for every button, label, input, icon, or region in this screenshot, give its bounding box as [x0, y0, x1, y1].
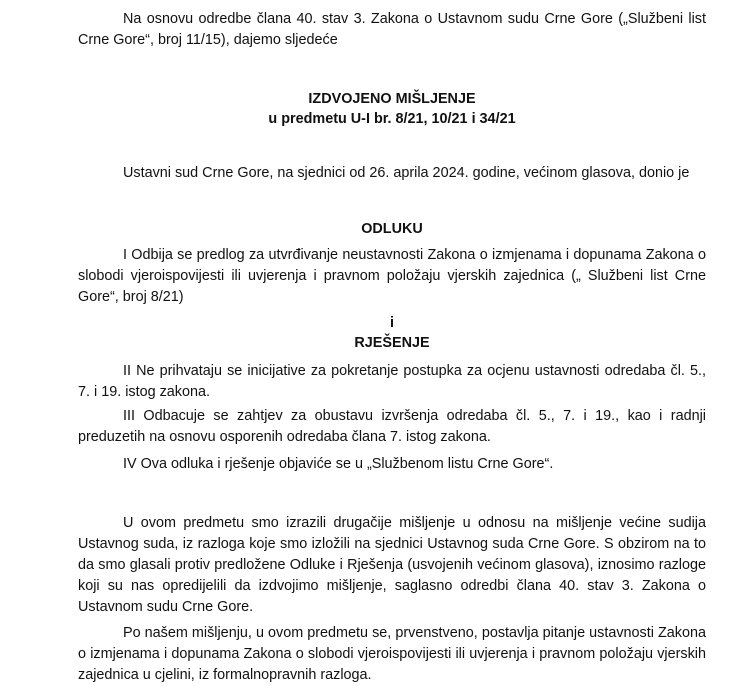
point-4-paragraph: IV Ova odluka i rješenje objaviće se u „Službenom listu Crne Gore“.: [123, 456, 554, 472]
rjesenje-heading: RJEŠENJE: [354, 335, 430, 351]
reasoning-paragraph-1: U ovom predmetu smo izrazili drugačije mišljenje u odnosu na mišljenje većine sudija Ustavnog suda, iz razloga koje smo izložili na sjednici Ustavnog suda Crne Gore. S obzirom na to da smo glasali protiv predložene Odluke i Rješenja (usvojenih većinom glasova), iznosimo razloge koji su nas opredijelili da izdvojimo mišljenje, saglasno odredbi člana 40. stav 3. Zakona o Ustavnom sudu Crne Gore.: [78, 515, 706, 615]
intro-paragraph: Na osnovu odredbe člana 40. stav 3. Zakona o Ustavnom sudu Crne Gore („Službeni list Crne Gore“, broj 11/15), dajemo sljedeće: [78, 11, 706, 48]
point-3-paragraph: III Odbacuje se zahtjev za obustavu izvršenja odredaba čl. 5., 7. i 19., kao i radnji preduzetih na osnovu osporenih odredaba člana 7. istog zakona.: [78, 408, 706, 445]
point-1-paragraph: I Odbija se predlog za utvrđivanje neustavnosti Zakona o izmjenama i dopunama Zakona o slobodi vjeroispovijesti ili uvjerenja i pravnom položaju vjerskih zajednica („ Službeni list Crne Gore“, broj 8/21): [78, 247, 706, 305]
document-title: IZDVOJENO MIŠLJENJE: [308, 91, 476, 107]
session-paragraph: Ustavni sud Crne Gore, na sjednici od 26. aprila 2024. godine, većinom glasova, donio je: [123, 165, 690, 181]
point-2-paragraph: II Ne prihvataju se inicijative za pokretanje postupka za ocjenu ustavnosti odredaba čl. 5., 7. i 19. istog zakona.: [78, 363, 706, 400]
document-subtitle: u predmetu U-I br. 8/21, 10/21 i 34/21: [268, 111, 516, 127]
conjunction-i: i: [390, 315, 394, 331]
reasoning-paragraph-2: Po našem mišljenju, u ovom predmetu se, prvenstveno, postavlja pitanje ustavnosti Zakona o izmjenama i dopunama Zakona o slobodi vjeroispovijesti ili uvjerenja i pravnom položaju vjerskih zajednica u cjelini, iz formalnopravnih razloga.: [78, 625, 706, 683]
odluku-heading: ODLUKU: [361, 221, 423, 237]
